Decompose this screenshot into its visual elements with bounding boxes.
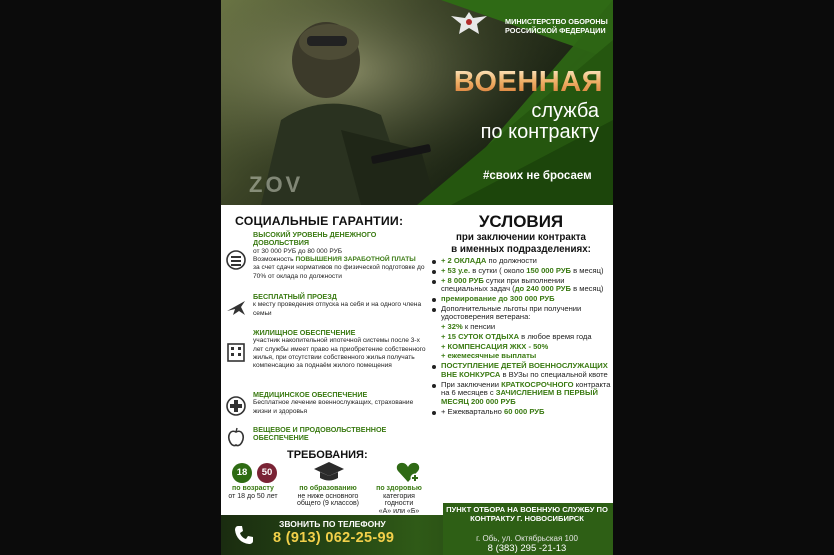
selection-point-title: ПУНКТ ОТБОРА НА ВОЕННУЮ СЛУЖБУ ПО КОНТРАКТУ Г. НОВОСИБИРСК [446, 505, 608, 523]
guarantee-line: Возможность ПОВЫШЕНИЯ ЗАРАБОТНОЙ ПЛАТЫ [253, 256, 416, 264]
heart-health-icon [396, 461, 420, 483]
eagle-emblem-icon [449, 8, 489, 38]
building-icon [225, 341, 247, 363]
zov-mark: ZOV [249, 172, 304, 197]
condition-item: При заключении КРАТКОСРОЧНОГО контракта на 6 месяцев с ЗАЧИСЛЕНИЕМ В ПЕРВЫЙ МЕСЯЦ 200 000 РУБ [431, 381, 611, 407]
guarantee-head: ЖИЛИЩНОЕ ОБЕСПЕЧЕНИЕ [253, 328, 356, 337]
phone-number[interactable]: 8 (913) 062-25-99 [273, 530, 395, 546]
conditions-title: УСЛОВИЯ [478, 212, 564, 231]
guarantee-head: МЕДИЦИНСКОЕ ОБЕСПЕЧЕНИЕ [253, 390, 368, 399]
condition-item: + 8 000 РУБ сутки при выполнении специальных задач (до 240 000 РУБ в месяц) [431, 277, 611, 294]
conditions-subtitle-1: при заключении контракта [456, 232, 586, 243]
guarantee-line: от 30 000 РУБ до 80 000 РУБ [253, 247, 343, 255]
apple-icon [225, 426, 247, 448]
guarantee-head: ВЫСОКИЙ УРОВЕНЬ ДЕНЕЖНОГО ДОВОЛЬСТВИЯ [253, 230, 377, 248]
condition-item: + 2 ОКЛАДА по должности [431, 257, 611, 266]
guarantee-body: Бесплатное лечение военнослужащих, страхование жизни и здоровья [253, 399, 414, 415]
requirement-age: по возрасту от 18 до 50 лет [228, 485, 278, 500]
recruitment-poster [221, 0, 613, 555]
condition-item: + 53 у.е. в сутки ( около 150 000 РУБ в месяц) [431, 267, 611, 276]
conditions-subtitle-2: в именных подразделениях: [451, 244, 591, 255]
guarantee-body: участник накопительной ипотечной системы после 3-х лет службы имеет право на приобретение собственного жилья, при отсутствии собственного жилья получать компенсацию за поднаём жилого помещения [253, 337, 426, 370]
contract-conditions [429, 205, 613, 515]
poster-subtitle-1: служба [531, 100, 599, 122]
guarantee-line: за счет сдачи нормативов по физической подготовке до 70% от оклада по должности [253, 264, 425, 280]
age-min-badge: 18 [232, 463, 252, 483]
condition-item: + 32% к пенсии [441, 322, 496, 332]
poster-subtitle-2: по контракту [480, 121, 599, 143]
condition-item: + Ежеквартально 60 000 РУБ [431, 408, 611, 417]
selection-point-phone[interactable]: 8 (383) 295 -21-13 [487, 543, 567, 554]
requirements-title: ТРЕБОВАНИЯ: [287, 449, 368, 461]
guarantee-supply [225, 426, 429, 443]
guarantee-body: к месту проведения отпуска на себя и на одного члена семьи [253, 301, 422, 317]
social-guarantees [221, 205, 429, 515]
condition-item: + КОМПЕНСАЦИЯ ЖКХ - 50% [441, 341, 549, 351]
condition-item: ПОСТУПЛЕНИЕ ДЕТЕЙ ВОЕННОСЛУЖАЩИХ ВНЕ КОНКУРСА в ВУЗы по специальной квоте [431, 362, 611, 379]
guarantee-head: ВЕЩЕВОЕ И ПРОДОВОЛЬСТВЕННОЕ ОБЕСПЕЧЕНИЕ [253, 425, 387, 443]
phone-icon [233, 524, 255, 546]
ministry-name: МИНИСТЕРСТВО ОБОРОНЫ РОССИЙСКОЙ ФЕДЕРАЦИИ [505, 17, 608, 35]
conditions-list [431, 257, 611, 417]
guarantee-travel [225, 293, 429, 318]
graduation-cap-icon [313, 461, 345, 483]
requirement-education: по образованию не ниже основного общего (9 классов) [296, 485, 360, 507]
hero-banner [221, 0, 613, 205]
condition-item: премирование до 300 000 РУБ [431, 295, 611, 304]
airplane-icon [225, 297, 247, 319]
poster-title: ВОЕННАЯ [453, 66, 603, 98]
requirement-health: по здоровью категория годности «А» или «Б» [376, 485, 422, 515]
guarantee-salary [225, 231, 429, 281]
age-max-badge: 50 [257, 463, 277, 483]
call-label: ЗВОНИТЬ ПО ТЕЛЕФОНУ [279, 519, 386, 529]
social-title: СОЦИАЛЬНЫЕ ГАРАНТИИ: [235, 214, 404, 228]
guarantee-housing [225, 329, 429, 371]
medical-cross-icon [225, 395, 247, 417]
hashtag: #своих не бросаем [483, 170, 592, 182]
guarantee-head: БЕСПЛАТНЫЙ ПРОЕЗД [253, 292, 337, 301]
guarantee-medical [225, 391, 429, 416]
selection-point-address: г. Обь, ул. Октябрьская 100 [476, 534, 578, 543]
condition-item: Дополнительные льготы при получении удостоверения ветерана: [431, 305, 611, 322]
coins-icon [225, 249, 247, 271]
condition-item: + ежемесячные выплаты [441, 351, 537, 361]
condition-item: + 15 СУТОК ОТДЫХА в любое время года [441, 331, 592, 341]
footer-contacts [221, 505, 613, 555]
